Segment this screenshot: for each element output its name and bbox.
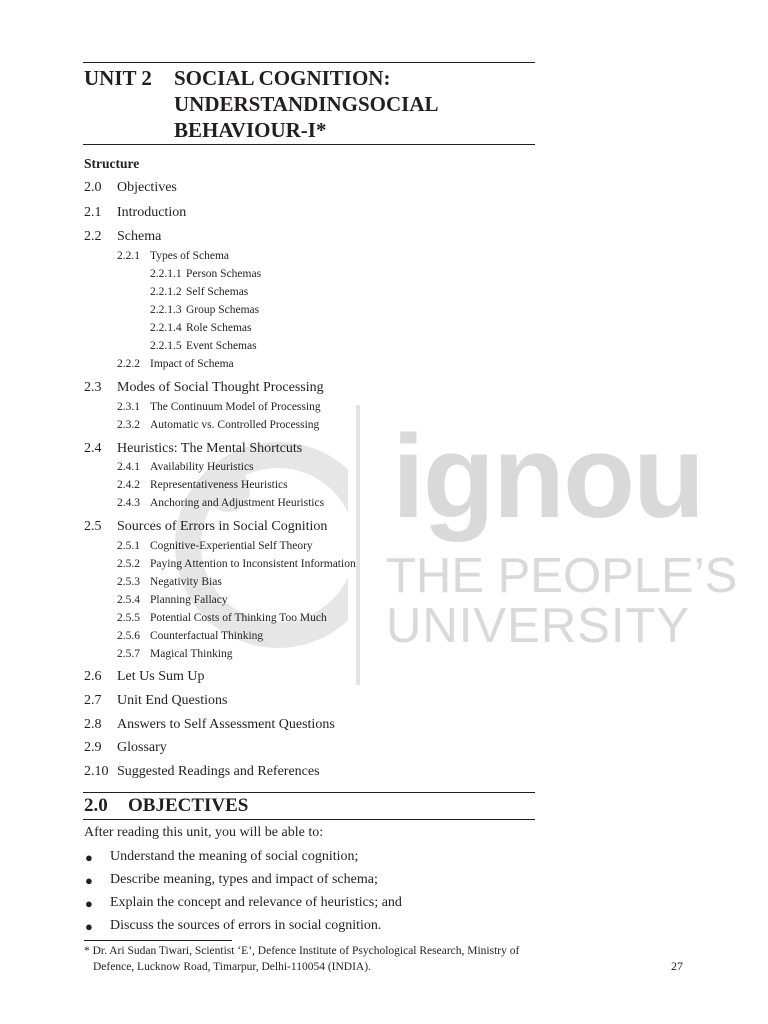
toc-entry: The Continuum Model of Processing (150, 401, 321, 413)
toc-num: 2.2.1.4 (150, 322, 182, 334)
toc-entry: Person Schemas (186, 268, 262, 280)
watermark-logo-text: ignou (392, 411, 704, 543)
toc-num: 2.3 (84, 380, 102, 395)
bullet-icon: ● (85, 896, 93, 911)
toc-entry: Heuristics: The Mental Shortcuts (117, 441, 303, 456)
footnote-rule (84, 940, 232, 941)
top-rule (83, 62, 535, 63)
unit-label: UNIT 2 (84, 66, 152, 90)
toc-entry: Availability Heuristics (150, 461, 254, 473)
watermark-tagline-2: UNIVERSITY (386, 599, 691, 653)
toc-num: 2.10 (84, 764, 109, 779)
toc-entry: Group Schemas (186, 304, 260, 316)
unit-title-line-3: BEHAVIOUR-I* (174, 118, 327, 142)
toc-num: 2.5.5 (117, 612, 140, 624)
toc-num: 2.3.2 (117, 419, 140, 431)
toc-num: 2.7 (84, 693, 102, 708)
toc-num: 2.5.4 (117, 594, 140, 606)
objectives-number: 2.0 (84, 795, 108, 816)
toc-num: 2.5 (84, 519, 102, 534)
toc-num: 2.5.3 (117, 576, 140, 588)
list-item: Discuss the sources of errors in social cognition. (110, 918, 382, 933)
list-item: Understand the meaning of social cognition; (110, 849, 359, 864)
objectives-bottom-rule (83, 819, 535, 820)
toc-entry: Glossary (117, 740, 167, 755)
toc-entry: Modes of Social Thought Processing (117, 380, 324, 395)
unit-title-line-1: SOCIAL COGNITION: (174, 66, 391, 90)
toc-entry: Anchoring and Adjustment Heuristics (150, 497, 325, 509)
toc-entry: Magical Thinking (150, 648, 233, 660)
toc-entry: Sources of Errors in Social Cognition (117, 519, 328, 534)
toc-entry: Cognitive-Experiential Self Theory (150, 540, 313, 552)
toc-num: 2.5.1 (117, 540, 140, 552)
objectives-intro: After reading this unit, you will be able to: (84, 825, 324, 840)
toc-entry: Answers to Self Assessment Questions (117, 717, 335, 732)
toc-entry: Objectives (117, 180, 177, 195)
bullet-icon: ● (85, 873, 93, 888)
toc-num: 2.5.7 (117, 648, 140, 660)
toc-num: 2.2 (84, 229, 102, 244)
toc-num: 2.2.1 (117, 250, 140, 262)
toc-num: 2.4.1 (117, 461, 140, 473)
list-item: Explain the concept and relevance of heuristics; and (110, 895, 402, 910)
objectives-heading: OBJECTIVES (128, 795, 249, 816)
title-bottom-rule (83, 144, 535, 145)
objectives-top-rule (83, 792, 535, 793)
footnote-line-2: Defence, Lucknow Road, Timarpur, Delhi-110054 (INDIA). (93, 961, 371, 973)
toc-entry: Role Schemas (186, 322, 252, 334)
toc-num: 2.2.1.2 (150, 286, 182, 298)
toc-entry: Self Schemas (186, 286, 249, 298)
toc-entry: Planning Fallacy (150, 594, 228, 606)
toc-entry: Automatic vs. Controlled Processing (150, 419, 320, 431)
toc-num: 2.4.3 (117, 497, 140, 509)
toc-num: 2.2.1.5 (150, 340, 182, 352)
toc-num: 2.8 (84, 717, 102, 732)
toc-entry: Paying Attention to Inconsistent Information (150, 558, 356, 570)
toc-entry: Suggested Readings and References (117, 764, 320, 779)
toc-num: 2.6 (84, 669, 102, 684)
toc-entry: Counterfactual Thinking (150, 630, 264, 642)
toc-num: 2.1 (84, 205, 102, 220)
structure-heading: Structure (84, 156, 140, 171)
toc-num: 2.5.6 (117, 630, 140, 642)
toc-num: 2.2.1.3 (150, 304, 182, 316)
toc-entry: Representativeness Heuristics (150, 479, 288, 491)
toc-num: 2.4 (84, 441, 102, 456)
toc-num: 2.9 (84, 740, 102, 755)
bullet-icon: ● (85, 919, 93, 934)
bullet-icon: ● (85, 850, 93, 865)
toc-num: 2.0 (84, 180, 102, 195)
toc-num: 2.4.2 (117, 479, 140, 491)
toc-entry: Impact of Schema (150, 358, 234, 370)
toc-num: 2.2.2 (117, 358, 140, 370)
toc-entry: Introduction (117, 205, 187, 220)
toc-num: 2.5.2 (117, 558, 140, 570)
watermark-tagline-1: THE PEOPLE’S (386, 549, 738, 603)
toc-entry: Event Schemas (186, 340, 257, 352)
toc-entry: Types of Schema (150, 250, 230, 262)
toc-entry: Potential Costs of Thinking Too Much (150, 612, 327, 624)
footnote-line-1: * Dr. Ari Sudan Tiwari, Scientist ‘E’, Defence Institute of Psychological Research, Ministry of (84, 945, 520, 957)
toc-entry: Schema (117, 229, 162, 244)
page-number: 27 (671, 959, 683, 973)
toc-entry: Negativity Bias (150, 576, 222, 588)
list-item: Describe meaning, types and impact of schema; (110, 872, 378, 887)
unit-title-line-2: UNDERSTANDINGSOCIAL (174, 92, 439, 116)
toc-num: 2.3.1 (117, 401, 140, 413)
toc-num: 2.2.1.1 (150, 268, 182, 280)
toc-entry: Unit End Questions (117, 693, 228, 708)
watermark-divider (356, 405, 360, 685)
toc-entry: Let Us Sum Up (117, 669, 205, 684)
